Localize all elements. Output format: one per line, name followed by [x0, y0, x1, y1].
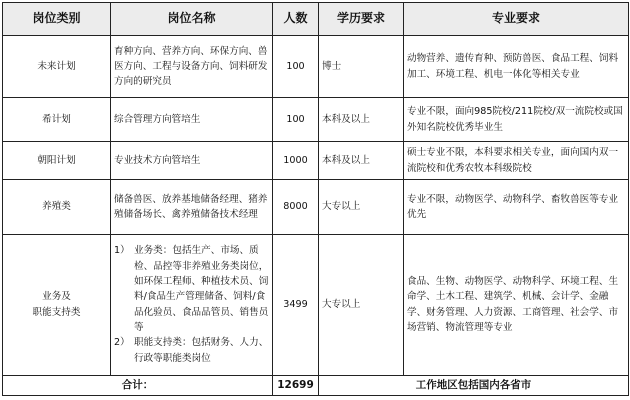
row-category-line: 职能支持类: [32, 306, 81, 318]
table-row: [3, 180, 629, 234]
total-row: [3, 375, 629, 395]
position-item-marker: 1）: [114, 245, 130, 257]
row-position: 育种方向、营养方向、环保方向、兽医方向、工程与设备方向、饲料研发方向的研究员: [111, 36, 273, 98]
work-location-note: 工作地区包括国内各省市: [319, 375, 629, 395]
row-major: 专业不限，动物医学、动物科学、畜牧兽医等专业优先: [404, 180, 629, 234]
table-row: [3, 234, 629, 375]
row-count: 8000: [273, 180, 319, 234]
row-education: 博士: [319, 36, 404, 98]
row-major: 硕士专业不限，本科要求相关专业，面向国内双一流院校和优秀农牧本科级院校: [404, 142, 629, 180]
row-education: 本科及以上: [319, 98, 404, 142]
table-row: [3, 98, 629, 142]
row-position: 专业技术方向管培生: [111, 142, 273, 180]
row-major: 食品、生物、动物医学、动物科学、环境工程、生命学、土木工程、建筑学、机械、会计学、金融学、财务管理、人力资源、工商管理、社会学、市场营销、物流管理等专业: [404, 234, 629, 375]
recruitment-table: [2, 2, 629, 396]
position-item: [114, 335, 269, 366]
position-item-text: 业务类：包括生产、市场、质检、品控等非养殖业务类岗位，如环保工程师、种植技术员、饲料/食品生产管理储备、饲料/食品化验员、食品品管员、销售员等: [134, 245, 269, 334]
row-category: 希计划: [3, 98, 111, 142]
position-item-text: 职能支持类：包括财务、人力、行政等职能类岗位: [134, 337, 269, 364]
row-category: 未来计划: [3, 36, 111, 98]
header-count: 人数: [273, 3, 319, 36]
row-position: [111, 234, 273, 375]
row-count: 3499: [273, 234, 319, 375]
table-row: [3, 36, 629, 98]
row-category: 养殖类: [3, 180, 111, 234]
row-major: 动物营养、遗传育种、预防兽医、食品工程、饲料加工、环境工程、机电一体化等相关专业: [404, 36, 629, 98]
row-category-line: 业务及: [42, 291, 71, 303]
table-row: [3, 142, 629, 180]
position-item-marker: 2）: [114, 337, 130, 349]
row-position: 储备兽医、放养基地储备经理、猪养殖储备场长、禽养殖储备技术经理: [111, 180, 273, 234]
total-label: 合计：: [3, 375, 273, 395]
header-major: 专业要求: [404, 3, 629, 36]
header-education: 学历要求: [319, 3, 404, 36]
header-category: 岗位类别: [3, 3, 111, 36]
total-count: 12699: [273, 375, 319, 395]
row-category: [3, 234, 111, 375]
row-count: 100: [273, 98, 319, 142]
row-count: 100: [273, 36, 319, 98]
position-item: [114, 243, 269, 335]
header-position: 岗位名称: [111, 3, 273, 36]
row-count: 1000: [273, 142, 319, 180]
row-education: 大专以上: [319, 234, 404, 375]
row-major: 专业不限，面向985院校/211院校/双一流院校或国外知名院校优秀毕业生: [404, 98, 629, 142]
row-position: 综合管理方向管培生: [111, 98, 273, 142]
header-row: [3, 3, 629, 36]
row-category: 朝阳计划: [3, 142, 111, 180]
row-education: 本科及以上: [319, 142, 404, 180]
row-education: 大专以上: [319, 180, 404, 234]
